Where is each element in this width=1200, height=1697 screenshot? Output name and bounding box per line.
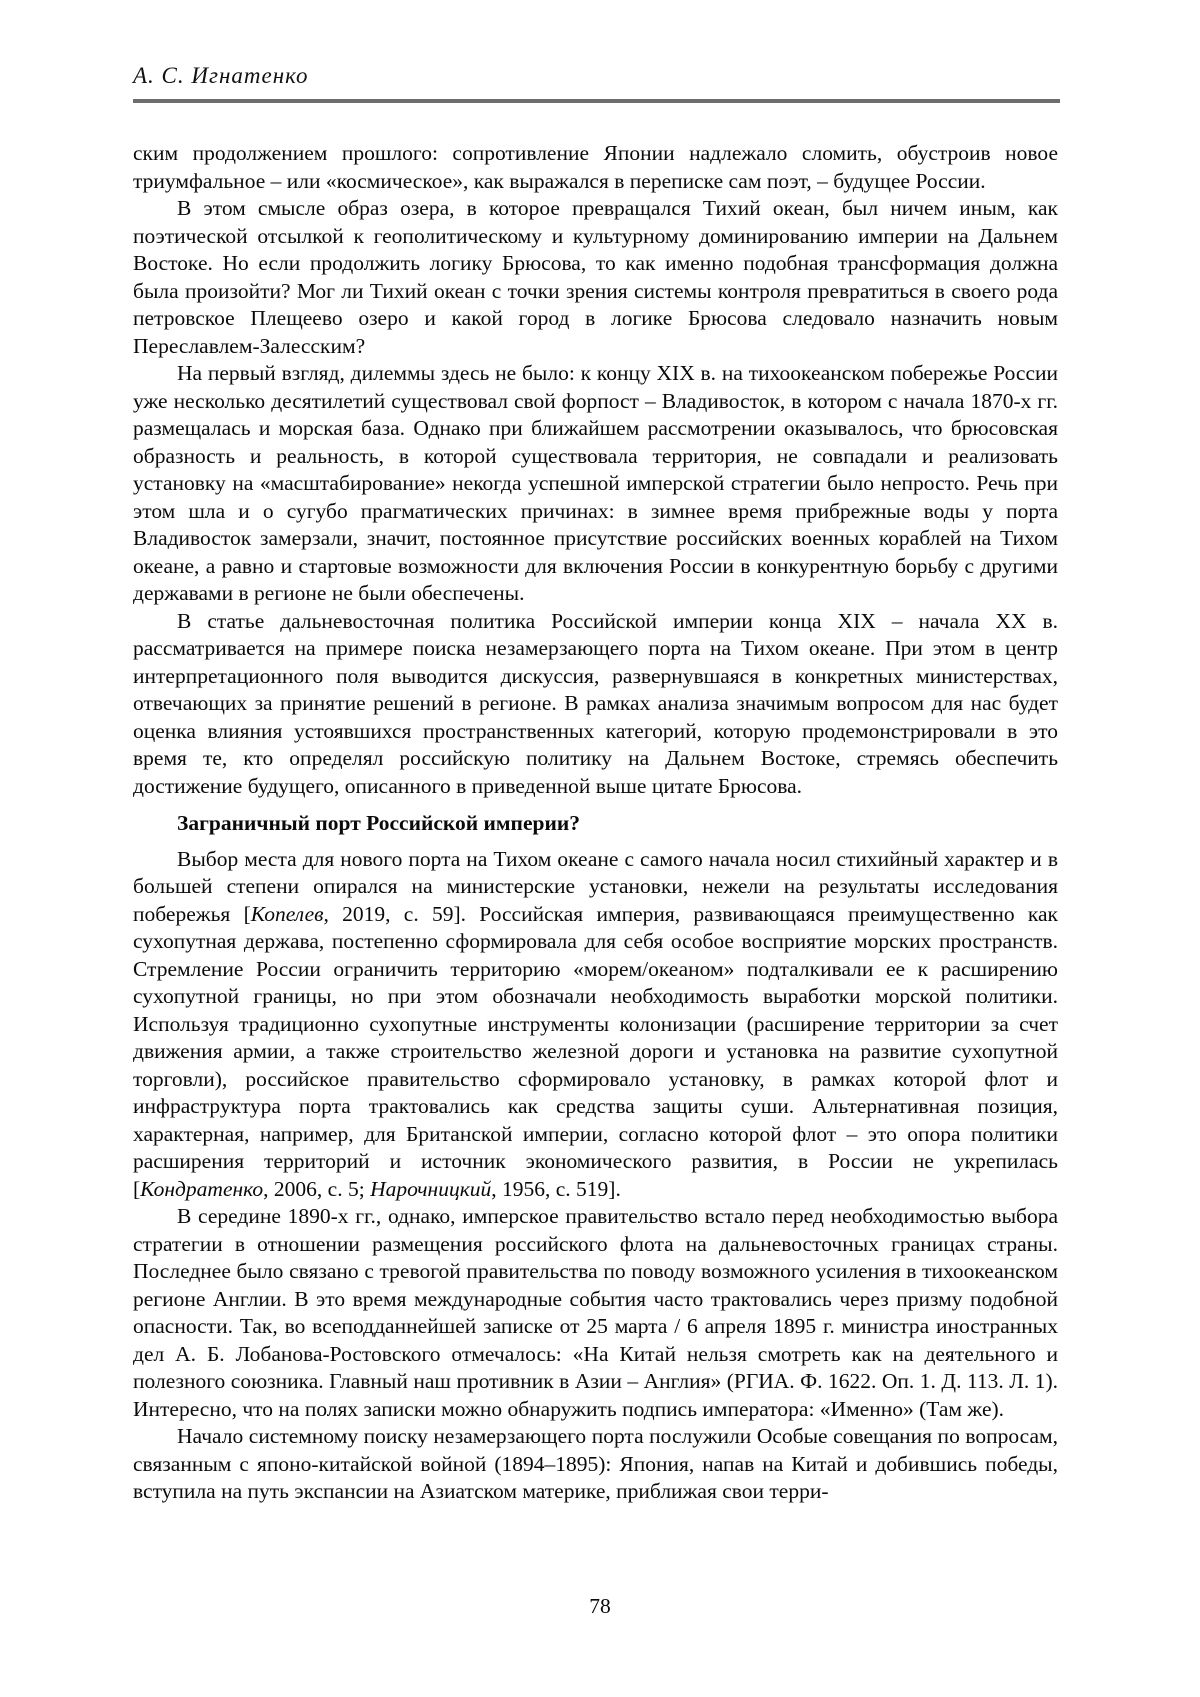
paragraph — [133, 360, 1058, 608]
paragraph — [133, 608, 1058, 801]
text-run: , 2019, с. 59]. Российская империя, развивающаяся преимущественно как сухопутная держава, постепенно сформировала для себя особое восприятие морских пространств. Стремление России ограничить территорию «морем/океаном» подталкивали ее к расширению сухопутной границы, но при этом обозначали необходимость выработки морской политики. Используя традиционно сухопутные инструменты колонизации (расширение территории за счет движения армии, а также строительство железной дороги и установка на развитие сухопутной торговли), российское правительство сформировало установку, в рамках которой флот и инфраструктура порта трактовались как средства защиты суши. Альтернативная позиция, характерная, например, для Британской империи, согласно которой флот – это опора политики расширения территорий и источник экономического развития, в России не укрепилась [ — [133, 901, 1058, 1201]
header-rule — [133, 99, 1060, 103]
text-run: Заграничный порт Российской империи? — [177, 811, 580, 835]
citation-author-text-run: Копелев — [250, 901, 324, 926]
paragraph — [133, 140, 1058, 195]
text-run: В статье дальневосточная политика Российской империи конца XIX – начала XX в. рассматривается на примере поиска незамерзающего порта на Тихом океане. При этом в центр интерпретационного поля выводится дискуссия, развернувшаяся в конкретных министерствах, отвечающих за принятие решений в регионе. В рамках анализа значимым вопросом для нас будет оценка влияния устоявшихся пространственных категорий, которую продемонстрировали в это время те, кто определял российскую политику на Дальнем Востоке, стремясь обеспечить достижение будущего, описанного в приведенной выше цитате Брюсова. — [133, 608, 1058, 798]
section-heading — [133, 810, 1058, 838]
running-header-author: А. С. Игнатенко — [133, 63, 309, 88]
text-run: На первый взгляд, дилеммы здесь не было: к концу XIX в. на тихоокеанском побережье России уже несколько десятилетий существовал свой форпост – Владивосток, в котором с начала 1870-х гг. размещалась и морская база. Однако при ближайшем рассмотрении оказывалось, что брюсовская образность и реальность, в которой существовала территория, не совпадали и реализовать установку на «масштабирование» некогда успешной имперской стратегии было непросто. Речь при этом шла и о сугубо прагматических причинах: в зимнее время прибрежные воды у порта Владивосток замерзали, значит, постоянное присутствие российских военных кораблей на Тихом океане, а равно и стартовые возможности для включения России в конкурентную борьбу с другими державами в регионе не были обеспечены. — [133, 361, 1058, 605]
text-run: ским продолжением прошлого: сопротивление Японии надлежало сломить, обустроив новое триумфальное – или «космическое», как выражался в переписке сам поэт, – будущее России. — [133, 141, 1058, 193]
paragraph — [133, 846, 1058, 1204]
text-run: В этом смысле образ озера, в которое превращался Тихий океан, был ничем иным, как поэтической отсылкой к геополитическому и культурному доминированию империи на Дальнем Востоке. Но если продолжить логику Брюсова, то как именно подобная трансформация должна была произойти? Мог ли Тихий океан с точки зрения системы контроля превратиться в своего рода петровское Плещеево озеро и какой город в логике Брюсова следовало назначить новым Переславлем-Залесским? — [133, 196, 1058, 358]
article-body — [133, 140, 1058, 1506]
text-run: , 2006, с. 5; — [263, 1176, 371, 1201]
paragraph — [133, 195, 1058, 360]
text-run: Выбор места для нового порта на Тихом океане с самого начала носил стихийный характер и в большей степени опирался на министерские установки, нежели на результаты исследования побережья [ — [133, 846, 1058, 926]
citation-author-text-run: Нарочницкий — [370, 1176, 492, 1201]
page-header — [133, 62, 1060, 103]
page-number: 78 — [589, 1594, 611, 1618]
page-footer — [0, 1594, 1200, 1619]
paragraph — [133, 1423, 1058, 1506]
text-run: , 1956, с. 519]. — [491, 1176, 621, 1201]
paragraph — [133, 1203, 1058, 1423]
text-run: В середине 1890-х гг., однако, имперское правительство встало перед необходимостью выбора стратегии в отношении размещения российского флота на дальневосточных границах страны. Последнее было связано с тревогой правительства по поводу возможного усиления в тихоокеанском регионе Англии. В это время международные события часто трактовались через призму подобной опасности. Так, во всеподданнейшей записке от 25 марта / 6 апреля 1895 г. министра иностранных дел А. Б. Лобанова-Ростовского отмечалось: «На Китай нельзя смотреть как на деятельного и полезного союзника. Главный наш противник в Азии – Англия» (РГИА. Ф. 1622. Оп. 1. Д. 113. Л. 1). Интересно, что на полях записки можно обнаружить подпись императора: «Именно» (Там же). — [133, 1204, 1058, 1421]
citation-author-text-run: Кондратенко — [140, 1176, 264, 1201]
text-run: Начало системному поиску незамерзающего порта послужили Особые совещания по вопросам, связанным с японо-китайской войной (1894–1895): Япония, напав на Китай и добившись победы, вступила на путь экспансии на Азиатском материке, приближая свои терри- — [133, 1424, 1058, 1503]
